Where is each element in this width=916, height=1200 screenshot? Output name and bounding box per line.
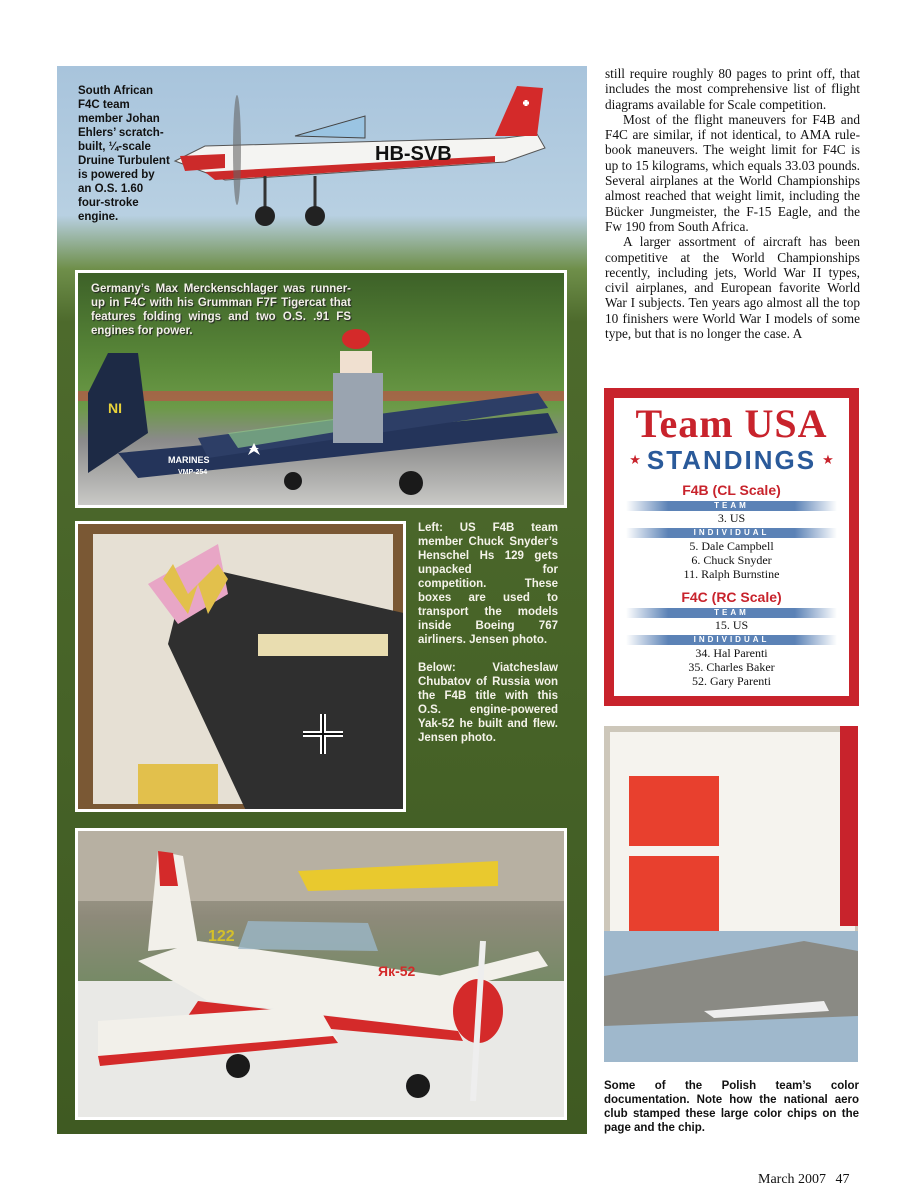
f4b-heading: F4B (CL Scale) (682, 482, 781, 498)
caption-druine-turbulent: South African F4C team member Johan Ehlers’ scratch-built, ¼-scale Druine Turbulent is powered by an O.S. 1.60 four-stroke engine. (78, 85, 170, 223)
body-paragraph-2: Most of the flight maneuvers for F4B and F4C are similar, if not identical, to AMA rule-book maneuvers. The weight limit for F4C is up to 15 kilograms, which equals 33.03 pounds. Several airplanes at the World Championships almost reached that weight limit, including the Bücker Jungmeister, the F-15 Eagle, and the Fw 190 from South Africa. (605, 111, 860, 234)
f4b-individual-result: 5. Dale Campbell (689, 539, 774, 553)
page-footer (758, 1172, 850, 1188)
druine-turbulent-photo (165, 76, 555, 236)
tigercat-marines: MARINES (168, 455, 210, 465)
yak-number: 122 (208, 928, 235, 945)
f4c-individual-result: 52. Gary Parenti (692, 674, 771, 688)
f4c-team-label: TEAM (626, 608, 837, 618)
henschel-box-photo (75, 521, 406, 812)
tigercat-code: NI (108, 400, 122, 416)
f4c-team-result: 15. US (714, 618, 749, 632)
caption-tigercat: Germany’s Max Merckenschlager was runner-up in F4C with his Grumman F7F Tigercat that features folding wings and two O.S. .91 FS engines for power. (91, 283, 351, 337)
body-paragraph-1: still require roughly 80 pages to print off, that includes the most comprehensive list of flight diagrams available for Scale competition. (605, 66, 860, 112)
polish-documentation-photo (604, 726, 858, 1062)
henschel-illustration (78, 524, 406, 812)
caption-henschel: Left: US F4B team member Chuck Snyder’s Henschel Hs 129 gets unpacked for competition. These boxes are used to transport the models inside Boeing 767 airliners. Jensen photo. (418, 522, 558, 646)
f4c-individual-result: 34. Hal Parenti (695, 646, 768, 660)
f4b-team-label: TEAM (626, 501, 837, 511)
star-icon: ★ (822, 452, 834, 467)
caption-henschel-and-yak (418, 521, 558, 745)
caption-polish-documentation: Some of the Polish team’s color documentation. Note how the national aero club stamped these large color chips on the page and the chip. (604, 1080, 859, 1134)
yak-name: Як-52 (378, 963, 416, 979)
druine-registration: HB-SVB (375, 143, 452, 165)
f4c-heading: F4C (RC Scale) (681, 589, 782, 605)
standings-title: Team USA (635, 401, 828, 446)
yak52-photo (75, 828, 567, 1120)
issue-date: March 2007 (758, 1172, 827, 1187)
standings-subtitle: STANDINGS (646, 445, 817, 475)
page-number: 47 (835, 1172, 850, 1187)
f4c-individual-result: 35. Charles Baker (688, 660, 775, 674)
team-usa-standings-box (604, 388, 859, 706)
f4c-individual-label: INDIVIDUAL (626, 635, 837, 645)
f4b-individual-result: 6. Chuck Snyder (691, 553, 772, 567)
polish-documentation-illustration (604, 726, 858, 1062)
caption-yak: Below: Viatcheslaw Chubatov of Russia won the F4B title with this O.S. engine-powered Yak-52 he built and flew. Jensen photo. (418, 662, 558, 744)
body-paragraph-3: A larger assortment of aircraft has been competitive at the World Championships recently, including jets, World War II types, civil airplanes, and European favorite World War I subjects. Ten years ago almost all the top 10 finishers were World War I models of some type, but that is no longer the case. A (605, 234, 860, 342)
f4b-individual-result: 11. Ralph Burnstine (683, 567, 780, 581)
tigercat-squadron: VMP-254 (178, 469, 208, 476)
article-body (605, 66, 860, 341)
f4b-team-result: 3. US (717, 511, 746, 525)
f4b-individual-label: INDIVIDUAL (626, 528, 837, 538)
star-icon: ★ (629, 452, 641, 467)
yak52-illustration (78, 831, 567, 1120)
